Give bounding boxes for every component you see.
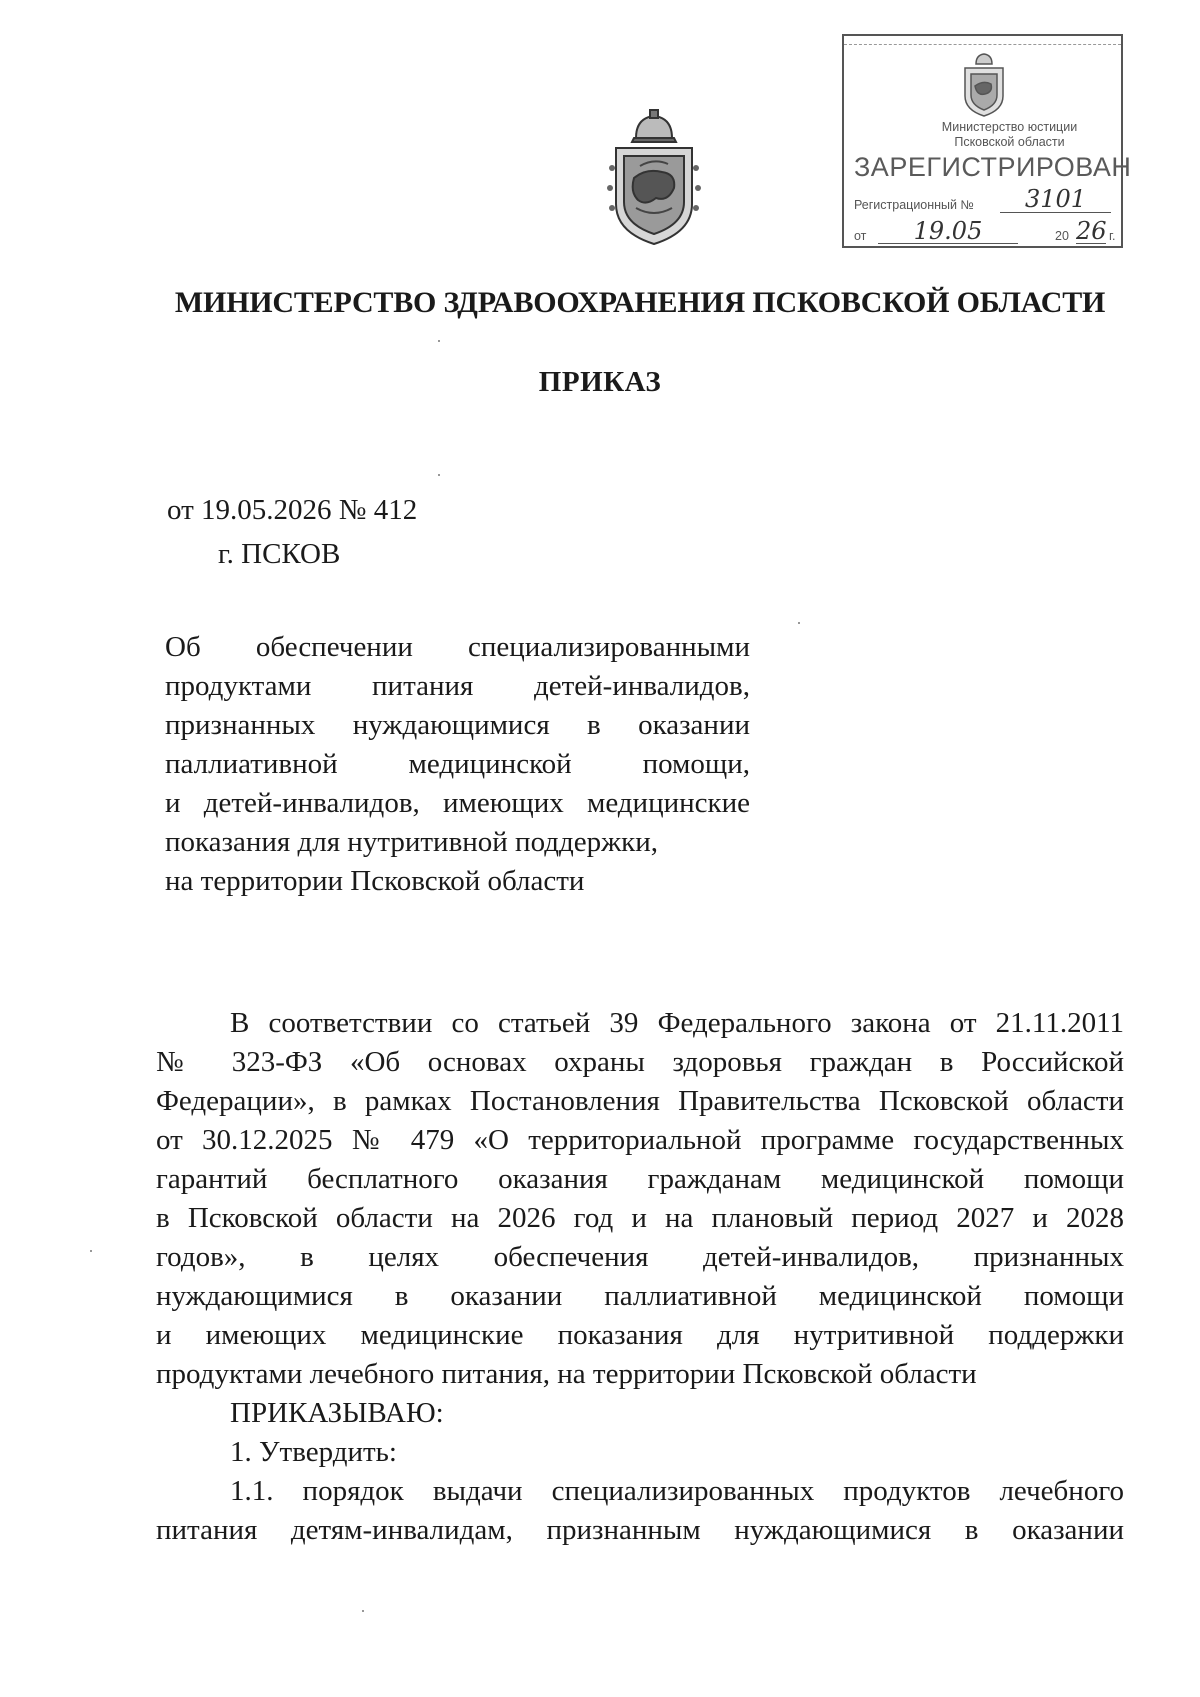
stamp-date-value: 19.05: [878, 219, 1018, 244]
item-1-1-line: 1.1. порядок выдачи специализированных продуктов лечебного: [230, 1475, 1124, 1507]
preamble-line: в Псковской области на 2026 год и на плановый период 2027 и 2028: [156, 1202, 1124, 1234]
stamp-status: ЗАРЕГИСТРИРОВАН: [854, 152, 1132, 182]
registration-stamp: [842, 34, 1132, 248]
subject-line: на территории Псковской области: [165, 865, 585, 897]
order-body: [156, 1004, 1124, 1550]
subject-line: Об обеспечении специализированными: [165, 631, 750, 663]
stamp-year-prefix: 20: [1055, 229, 1069, 243]
subject-line: паллиативной медицинской помощи,: [165, 748, 750, 780]
stamp-coat-of-arms-icon: [959, 50, 1009, 118]
pskov-coat-of-arms-icon: [606, 108, 702, 248]
scan-speck: [362, 1610, 364, 1612]
order-word: ПРИКАЗЫВАЮ:: [230, 1397, 444, 1429]
stamp-reg-number-line: [850, 185, 1115, 216]
subject-line: продуктами питания детей-инвалидов,: [165, 670, 750, 702]
scan-speck: [438, 340, 440, 342]
ministry-title: МИНИСТЕРСТВО ЗДРАВООХРАНЕНИЯ ПСКОВСКОЙ ОБЛАСТИ: [174, 286, 1106, 319]
order-subject: [165, 628, 750, 901]
preamble-line: продуктами лечебного питания, на территории Псковской области: [156, 1358, 977, 1390]
document-type-title: ПРИКАЗ: [538, 366, 662, 398]
stamp-reg-number-label: Регистрационный №: [854, 198, 974, 212]
stamp-ministry-name: [904, 120, 1115, 150]
preamble-line: от 30.12.2025 № 479 «О территориальной программе государственных: [156, 1124, 1124, 1156]
scan-speck: [90, 1250, 92, 1252]
subject-line: признанных нуждающимися в оказании: [165, 709, 750, 741]
scan-speck: [438, 474, 440, 476]
preamble-line: № 323-ФЗ «Об основах охраны здоровья граждан в Российской: [156, 1046, 1124, 1078]
stamp-year-value: 26: [1076, 217, 1107, 245]
preamble-line: В соответствии со статьей 39 Федерального закона от 21.11.2011: [230, 1007, 1124, 1039]
preamble-line: нуждающимися в оказании паллиативной медицинской помощи: [156, 1280, 1124, 1312]
stamp-top-border: [844, 36, 1121, 45]
order-city: г. ПСКОВ: [218, 538, 341, 570]
stamp-date-line: [850, 217, 1116, 246]
item-1: 1. Утвердить:: [230, 1436, 397, 1468]
stamp-ministry-line2: Псковской области: [954, 135, 1065, 149]
preamble-line: годов», в целях обеспечения детей-инвалидов, признанных: [156, 1241, 1124, 1273]
preamble-line: и имеющих медицинские показания для нутритивной поддержки: [156, 1319, 1124, 1351]
subject-line: и детей-инвалидов, имеющих медицинские: [165, 787, 750, 819]
stamp-date-prefix: от: [854, 229, 867, 243]
order-date-number: от 19.05.2026 № 412: [167, 494, 418, 526]
subject-line: показания для нутритивной поддержки,: [165, 826, 659, 858]
stamp-year-suffix: г.: [1109, 229, 1116, 243]
item-1-1-line: питания детям-инвалидам, признанным нуждающимися в оказании: [156, 1514, 1124, 1546]
stamp-ministry-line1: Министерство юстиции: [941, 120, 1078, 134]
stamp-reg-number: 3101: [1000, 186, 1111, 213]
preamble-line: гарантий бесплатного оказания гражданам медицинской помощи: [156, 1163, 1124, 1195]
scan-speck: [798, 622, 800, 624]
preamble-line: Федерации», в рамках Постановления Правительства Псковской области: [156, 1085, 1124, 1117]
